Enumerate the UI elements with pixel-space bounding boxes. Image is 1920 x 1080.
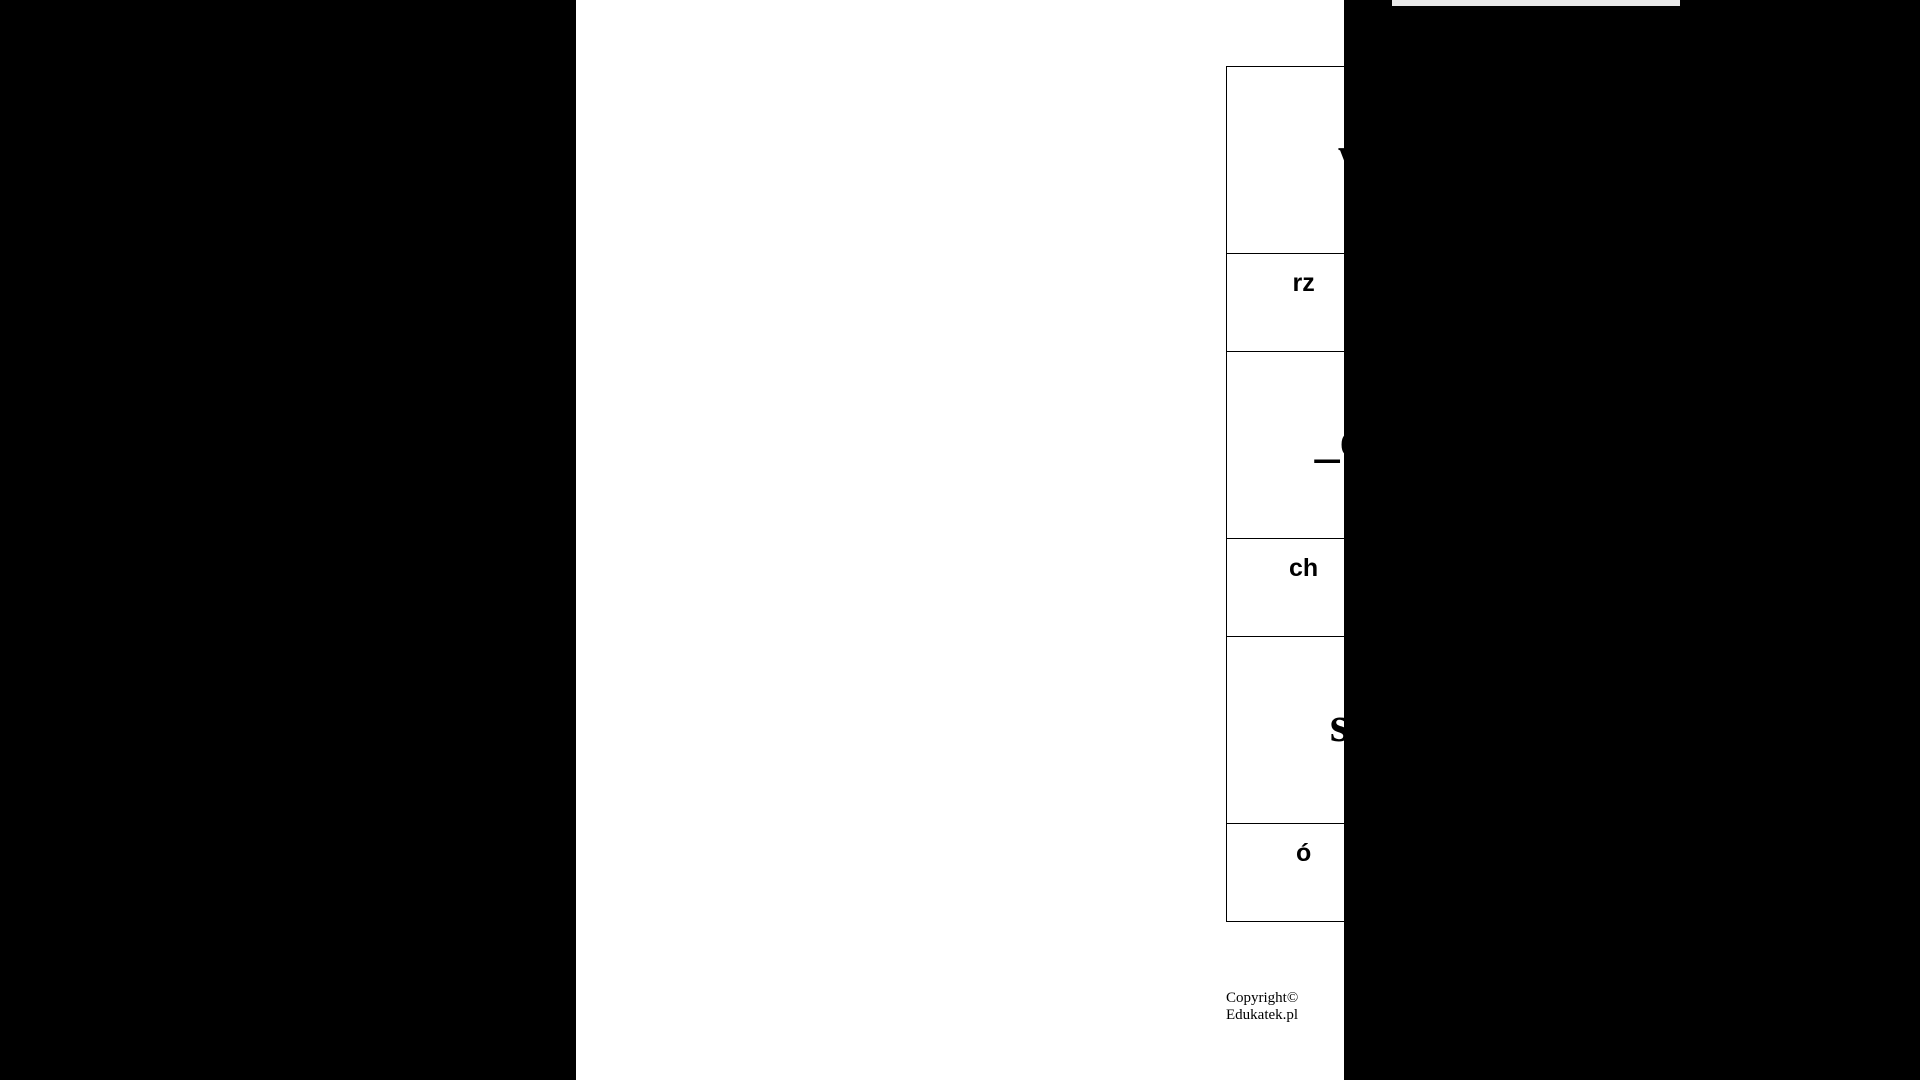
document-page [576,0,1782,1080]
answer-options [1227,823,1536,921]
flashcard-6[interactable] [1537,637,1847,922]
brand-label: Edukatek.pl [1346,77,1416,92]
card-row [1227,637,1846,922]
answer-option-right[interactable]: ż [1691,823,1845,921]
flashcard-5[interactable] [1227,637,1537,922]
card-word: _omik [1314,411,1448,467]
answer-option-left[interactable]: ó [1537,253,1691,351]
flashcard-3[interactable] [1227,352,1537,637]
card-word-cell [1227,67,1536,253]
card-word: węgo_ [1624,696,1758,752]
brand-label: Edukatek.pl [1656,362,1726,377]
brand-label: Edukatek.pl [1346,647,1416,662]
brand-label: Edukatek.pl [1346,362,1416,377]
card-word: kang_r [1614,411,1768,467]
copyright-notice: Copyright© Edukatek.pl [1226,990,1299,1023]
worksheet-grid [1226,66,1846,922]
answer-option-right[interactable]: ż [1381,253,1535,351]
answer-option-right[interactable]: u [1691,538,1845,636]
answer-option-right[interactable]: u [1381,823,1535,921]
answer-option-left[interactable]: ó [1537,538,1691,636]
answer-option-left[interactable]: ó [1227,823,1381,921]
brand-label: Edukatek.pl [1656,647,1726,662]
page-top-strip [1392,0,1680,6]
card-row [1227,352,1846,637]
card-word: wą_ [1338,126,1425,182]
answer-options [1537,823,1846,921]
card-word: jask_łka [1600,126,1782,182]
card-word-cell [1537,352,1846,538]
answer-option-left[interactable]: rz [1227,253,1381,351]
answer-options [1227,538,1536,636]
brand-label: Edukatek.pl [1656,77,1726,92]
flashcard-1[interactable] [1227,67,1537,352]
card-word-cell [1227,637,1536,823]
card-word-cell [1537,637,1846,823]
answer-option-right[interactable]: h [1381,538,1535,636]
card-row [1227,67,1846,352]
answer-options [1537,253,1846,351]
card-word-cell [1227,352,1536,538]
flashcard-2[interactable] [1537,67,1847,352]
answer-option-left[interactable]: rz [1537,823,1691,921]
answer-option-right[interactable]: u [1691,253,1845,351]
card-word: str_ś [1329,696,1433,752]
flashcard-4[interactable] [1537,352,1847,637]
answer-option-left[interactable]: ch [1227,538,1381,636]
answer-options [1227,253,1536,351]
card-word-cell [1537,67,1846,253]
answer-options [1537,538,1846,636]
